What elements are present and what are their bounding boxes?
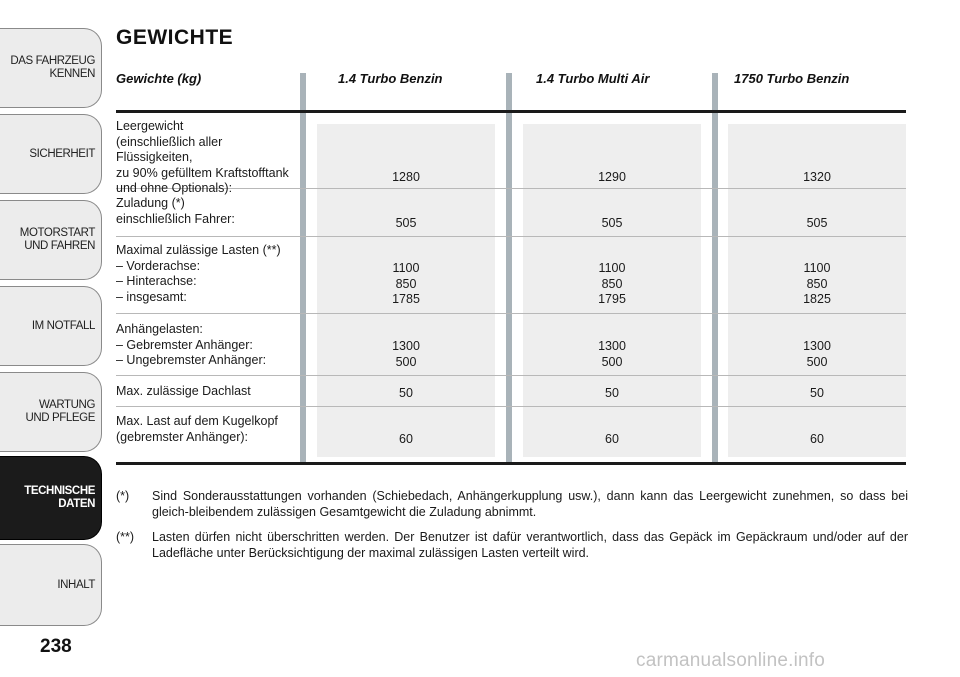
table-cell: 50: [399, 386, 413, 400]
header-engine-2: 1.4 Turbo Multi Air: [536, 71, 650, 86]
table-cell: 505: [395, 216, 417, 230]
tab-motorstart-und-fahren[interactable]: MOTORSTART UND FAHREN: [0, 200, 102, 280]
column-divider: [712, 73, 718, 462]
row-label-anhaengelasten: Anhängelasten: – Gebremster Anhänger: – Ungebremster Anhänger:: [116, 322, 267, 367]
table-cell: 1300 500: [598, 339, 626, 369]
row-separator: [116, 313, 906, 314]
row-label-dachlast: Max. zulässige Dachlast: [116, 384, 251, 398]
table-cell: 1300 500: [803, 339, 831, 369]
row-label-zuladung: Zuladung (*) einschließlich Fahrer:: [116, 196, 235, 226]
table-cell: 1100 850 1785: [392, 261, 420, 306]
tab-das-fahrzeug-kennen[interactable]: DAS FAHRZEUG KENNEN: [0, 28, 102, 108]
table-cell: 1300 500: [392, 339, 420, 369]
footnote-mark: (*): [116, 489, 130, 503]
table-cell: 1280: [392, 170, 420, 184]
row-label-max-lasten: Maximal zulässige Lasten (**) – Vorderachse: – Hinterachse: – insgesamt:: [116, 243, 281, 304]
header-engine-3: 1750 Turbo Benzin: [734, 71, 850, 86]
footnote-text: Lasten dürfen nicht überschritten werden. Der Benutzer ist dafür verantwortlich, dass das Gepäck im Gepäckraum und/oder auf der Ladefläche unter Berücksichtigung der maximal zulässigen Lasten verteilt wird.: [152, 530, 908, 560]
table-cell: 505: [601, 216, 623, 230]
page-number: 238: [40, 636, 72, 657]
row-label-kugelkopf: Max. Last auf dem Kugelkopf (gebremster Anhänger):: [116, 414, 278, 444]
tab-sicherheit[interactable]: SICHERHEIT: [0, 114, 102, 194]
tab-inhalt[interactable]: INHALT: [0, 544, 102, 626]
page-title: GEWICHTE: [116, 26, 234, 49]
chapter-sidebar: [0, 0, 102, 677]
table-bottom-rule: [116, 462, 906, 465]
row-separator: [116, 236, 906, 237]
table-cell: 1320: [803, 170, 831, 184]
table-top-rule: [116, 110, 906, 113]
table-cell: 1100 850 1825: [803, 261, 831, 306]
footnote: [116, 529, 908, 561]
table-cell: 60: [399, 432, 413, 446]
row-separator: [116, 406, 906, 407]
tab-technische-daten[interactable]: TECHNISCHE DATEN: [0, 456, 102, 540]
table-cell: 50: [810, 386, 824, 400]
table-cell: 505: [806, 216, 828, 230]
tab-wartung-und-pflege[interactable]: WARTUNG UND PFLEGE: [0, 372, 102, 452]
column-divider: [506, 73, 512, 462]
table-cell: 1290: [598, 170, 626, 184]
tab-im-notfall[interactable]: IM NOTFALL: [0, 286, 102, 366]
table-cell: 1100 850 1795: [598, 261, 626, 306]
table-cell: 50: [605, 386, 619, 400]
header-engine-1: 1.4 Turbo Benzin: [338, 71, 443, 86]
watermark: carmanualsonline.info: [636, 650, 826, 671]
row-separator: [116, 375, 906, 376]
table-cell: 60: [810, 432, 824, 446]
header-weights: Gewichte (kg): [116, 71, 202, 86]
table-cell: 60: [605, 432, 619, 446]
row-label-leergewicht: Leergewicht (einschließlich aller Flüssigkeiten, zu 90% gefülltem Kraftstofftank und ohne Optionals):: [116, 119, 289, 195]
footnote: [116, 488, 908, 520]
footnote-mark: (**): [116, 530, 135, 544]
footnote-text: Sind Sonderausstattungen vorhanden (Schiebedach, Anhängerkupplung usw.), dann kann das Leergewicht zunehmen, so dass bei gleich-bleibendem zulässigen Gesamtgewicht die Zuladung abnimmt.: [152, 489, 908, 519]
